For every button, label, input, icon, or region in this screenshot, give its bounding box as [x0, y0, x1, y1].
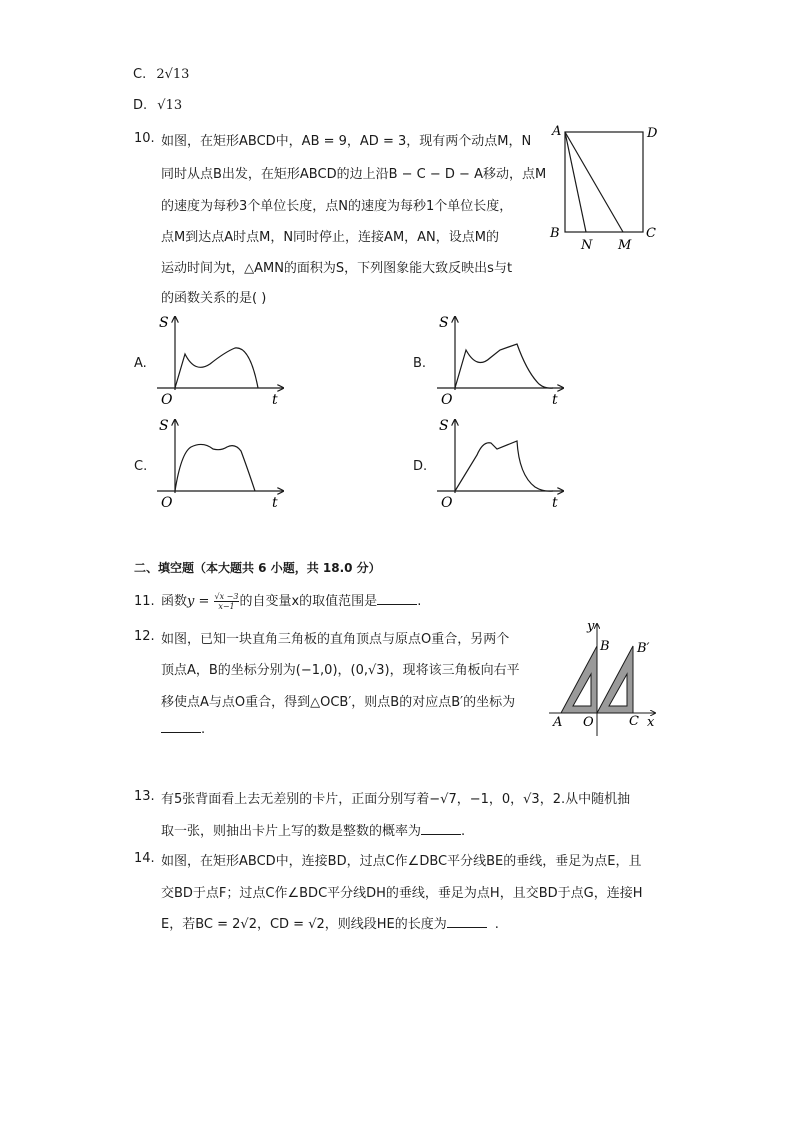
q14-line-2: 交BD于点F；过点C作∠BDC平分线DH的垂线，垂足为点H，且交BD于点G，连接H	[161, 886, 643, 901]
q10-option-d-graph[interactable]	[435, 415, 570, 511]
option-c-prev	[133, 67, 189, 82]
curve-b	[455, 344, 553, 388]
curve-a	[175, 348, 258, 388]
label-b: B	[550, 226, 560, 241]
label-d: D	[647, 126, 658, 141]
q14-line-3	[161, 913, 499, 932]
q10-line-4: 点M到达点A时点M，N同时停止，连接AM，AN，设点M的	[161, 230, 499, 245]
q11-answer-blank[interactable]	[377, 603, 417, 605]
q14-line-3-text: E，若BC = 2√2，CD = √2，则线段HE的长度为	[161, 917, 447, 932]
origin-o: O	[161, 495, 173, 511]
q14-number: 14.	[134, 851, 155, 866]
q10-line-1: 如图，在矩形ABCD中，AB = 9，AD = 3，现有两个动点M，N	[161, 134, 532, 149]
label-n: N	[581, 238, 593, 252]
q11-number: 11.	[134, 594, 155, 609]
q11-frac-den: x−1	[218, 602, 235, 611]
q10-line-2: 同时从点B出发，在矩形ABCD的边上沿B − C − D − A移动，点M	[161, 167, 547, 182]
option-d-prev	[133, 98, 182, 113]
label-a: A	[553, 715, 563, 730]
rectangle-abcd	[565, 132, 643, 232]
segment-an	[565, 132, 586, 232]
label-m: M	[618, 238, 632, 252]
axis-s: S	[159, 418, 169, 434]
q13-number: 13.	[134, 789, 155, 804]
q12-line-3: 移使点A与点O重合，得到△OCB′，则点B的对应点B′的坐标为	[161, 695, 516, 710]
q12-triangle-figure	[545, 618, 660, 738]
q10-option-a-graph[interactable]	[155, 312, 290, 408]
q11-fraction	[214, 592, 240, 611]
label-o: O	[583, 715, 594, 730]
q11-var-y: y =	[187, 594, 210, 609]
option-c-label: C.	[133, 67, 147, 82]
option-c-value: 2√13	[156, 67, 190, 82]
label-c: C	[646, 226, 656, 241]
origin-o: O	[161, 392, 173, 408]
segment-am	[565, 132, 623, 232]
label-y: y	[587, 619, 595, 634]
q10-rectangle-figure	[548, 122, 663, 252]
q11-before: 函数	[161, 594, 188, 609]
q11-end: .	[417, 594, 422, 609]
q12-end: .	[201, 722, 206, 737]
option-d-label: D.	[133, 98, 148, 113]
q10-option-b-graph[interactable]	[435, 312, 570, 408]
q11-after: 的自变量x的取值范围是	[239, 594, 378, 609]
label-b-prime: B′	[637, 641, 650, 656]
q12-answer-blank[interactable]	[161, 731, 201, 733]
q14-end: .	[494, 917, 499, 932]
q10-line-6: 的函数关系的是( )	[161, 291, 267, 306]
triangle-ocb-prime	[597, 646, 633, 713]
q13-line-2-text: 取一张，则抽出卡片上写的数是整数的概率为	[161, 824, 422, 839]
label-x: x	[647, 715, 655, 730]
q10-number: 10.	[134, 131, 155, 146]
q14-answer-blank[interactable]	[447, 926, 487, 928]
q10-option-a-label: A.	[134, 356, 147, 371]
axis-s: S	[439, 315, 449, 331]
axis-t: t	[272, 495, 278, 511]
axis-t: t	[272, 392, 278, 408]
curve-d	[455, 441, 553, 491]
label-c: C	[629, 714, 639, 729]
label-b: B	[600, 639, 610, 654]
section-2-title: 二、填空题（本大题共 6 小题，共 18.0 分）	[134, 561, 381, 575]
q12-line-4	[161, 722, 205, 737]
q12-line-1: 如图，已知一块直角三角板的直角顶点与原点O重合，另两个	[161, 632, 510, 647]
q10-option-d-label: D.	[413, 459, 428, 474]
q13-line-2	[161, 820, 465, 839]
axis-t: t	[552, 392, 558, 408]
q14-line-1: 如图，在矩形ABCD中，连接BD，过点C作∠DBC平分线BE的垂线，垂足为点E，且	[161, 854, 642, 869]
q10-option-c-graph[interactable]	[155, 415, 290, 511]
triangle-aob	[561, 646, 597, 713]
q11-frac-num: √x −3	[214, 592, 239, 601]
origin-o: O	[441, 495, 453, 511]
curve-c	[175, 444, 255, 491]
q10-option-b-label: B.	[413, 356, 427, 371]
label-a: A	[552, 124, 562, 139]
axis-s: S	[439, 418, 449, 434]
q13-answer-blank[interactable]	[421, 833, 461, 835]
q11-text	[161, 590, 421, 611]
q10-option-c-label: C.	[134, 459, 148, 474]
q12-number: 12.	[134, 629, 155, 644]
axis-s: S	[159, 315, 169, 331]
q13-line-1: 有5张背面看上去无差别的卡片，正面分别写着−√7，−1，0，√3，2.从中随机抽	[161, 792, 631, 807]
option-d-value: √13	[157, 98, 183, 113]
origin-o: O	[441, 392, 453, 408]
axis-t: t	[552, 495, 558, 511]
q13-end: .	[461, 824, 466, 839]
q10-line-5: 运动时间为t，△AMN的面积为S，下列图象能大致反映出s与t	[161, 261, 513, 276]
q12-line-2: 顶点A，B的坐标分别为(−1,0)，(0,√3)，现将该三角板向右平	[161, 663, 520, 678]
q10-line-3: 的速度为每秒3个单位长度，点N的速度为每秒1个单位长度，	[161, 199, 513, 214]
